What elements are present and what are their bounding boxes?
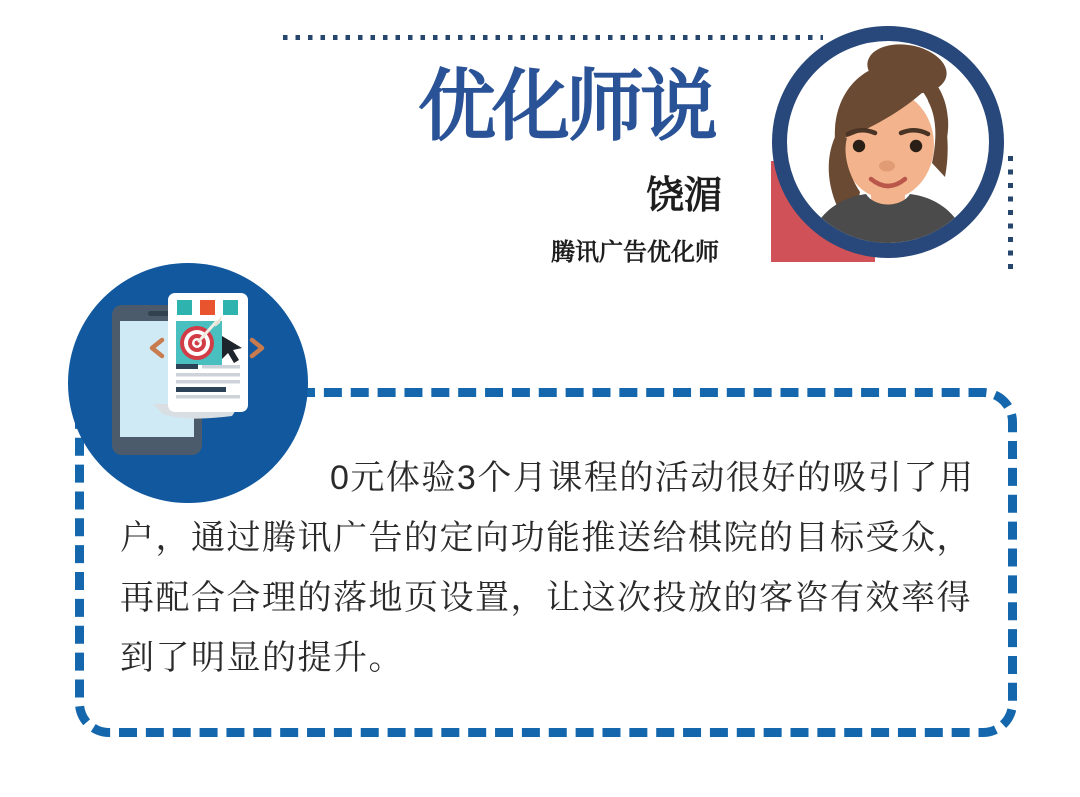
side-dotted-line bbox=[1008, 156, 1013, 270]
woman-avatar-icon bbox=[787, 41, 989, 243]
speaker-name: 饶湄 bbox=[646, 175, 723, 217]
badge bbox=[68, 263, 308, 503]
phone-ad-targeting-icon bbox=[68, 263, 308, 503]
speaker-role: 腾讯广告优化师 bbox=[551, 239, 719, 266]
top-dotted-line bbox=[283, 35, 823, 40]
document-icon bbox=[168, 293, 248, 412]
quote-line: 户，通过腾讯广告的定向功能推送给棋院的目标受众， bbox=[120, 519, 972, 557]
page-title: 优化师说 bbox=[418, 62, 715, 150]
avatar bbox=[772, 26, 1004, 258]
quote-line: 再配合合理的落地页设置，让这次投放的客咨有效率得 bbox=[120, 579, 972, 617]
target-icon bbox=[176, 316, 222, 365]
quote-line: 0元体验3个月课程的活动很好的吸引了用 bbox=[330, 459, 975, 497]
quote-line: 到了明显的提升。 bbox=[120, 639, 404, 677]
